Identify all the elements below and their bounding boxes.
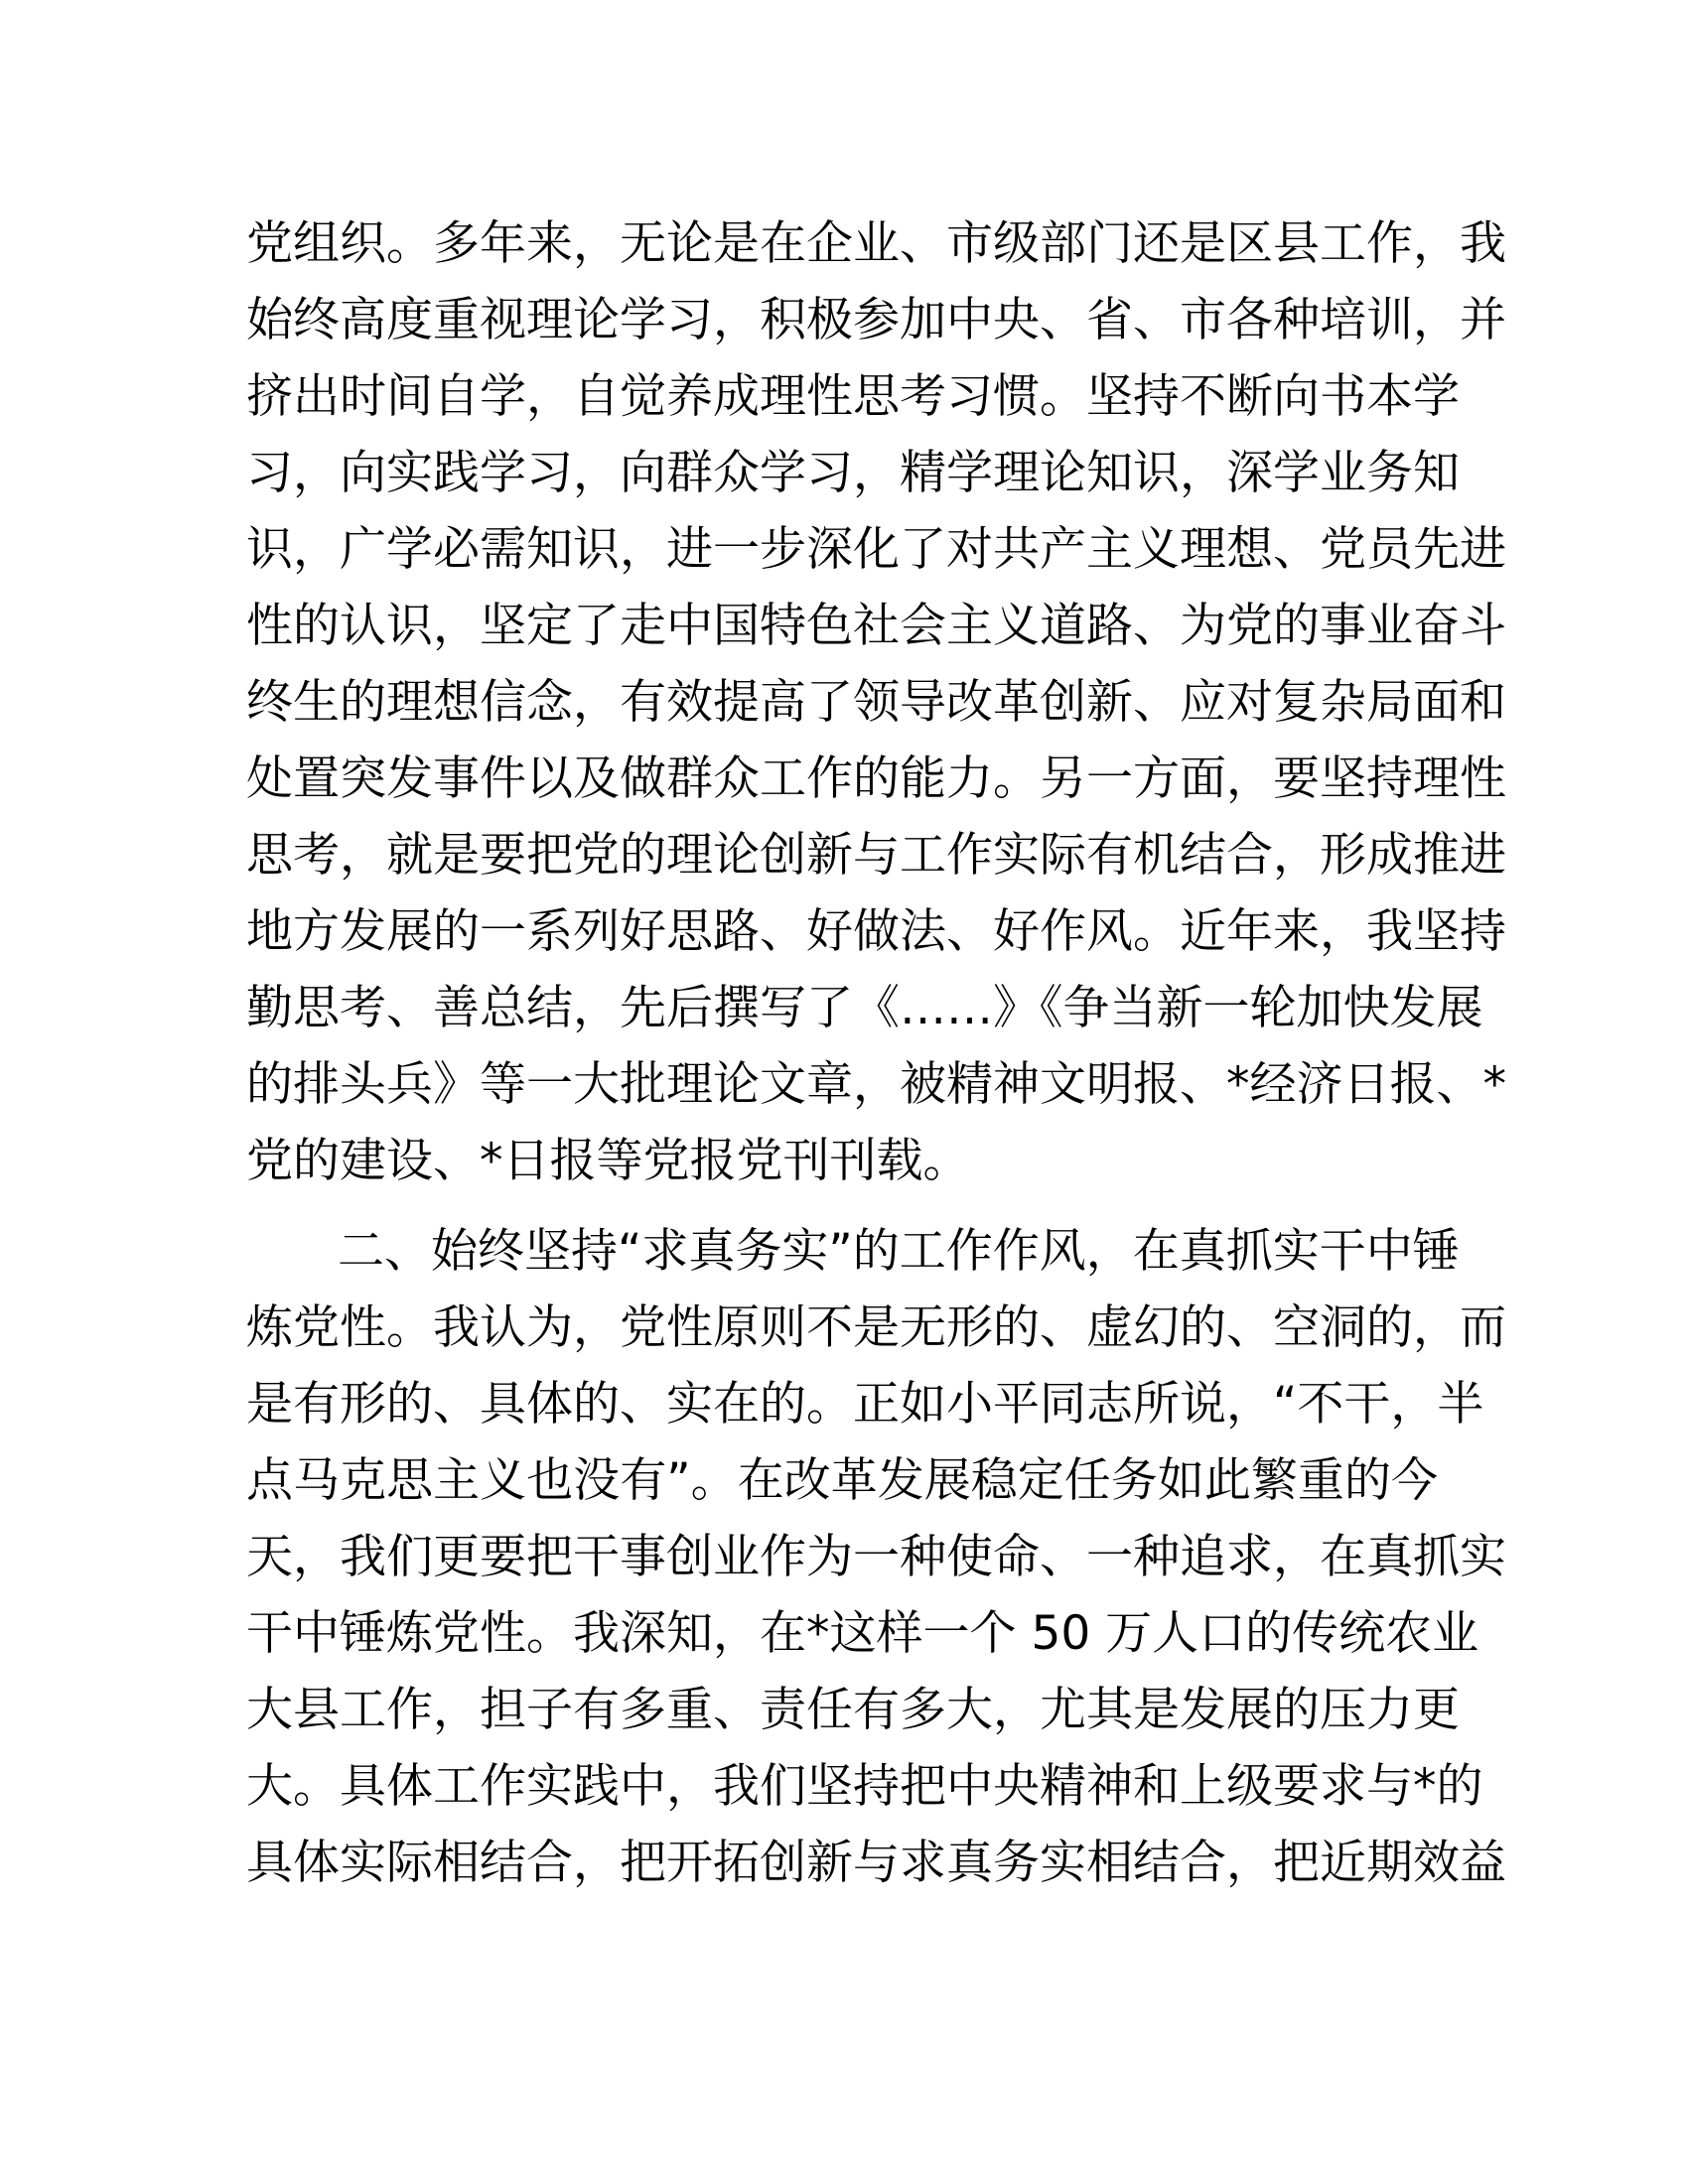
paragraph-2-line: 具体实际相结合，把开拓创新与求真务实相结合，把近期效益 xyxy=(246,1836,1506,1890)
paragraph-1-line: 党的建设、*日报等党报党刊刊载。 xyxy=(246,1134,970,1188)
paragraph-1-line: 性的认识，坚定了走中国特色社会主义道路、为党的事业奋斗 xyxy=(246,599,1506,653)
paragraph-1-line: 勤思考、善总结，先后撰写了《……》《争当新一轮加快发展 xyxy=(246,981,1483,1035)
paragraph-1-line: 的排头兵》等一大批理论文章，被精神文明报、*经济日报、* xyxy=(246,1057,1506,1112)
paragraph-2-line: 是有形的、具体的、实在的。正如小平同志所说，“不干，半 xyxy=(246,1377,1484,1432)
paragraph-1-line: 终生的理想信念，有效提高了领导改革创新、应对复杂局面和 xyxy=(246,675,1506,730)
paragraph-1-line: 思考，就是要把党的理论创新与工作实际有机结合，形成推进 xyxy=(246,828,1506,883)
paragraph-1-line: 党组织。多年来，无论是在企业、市级部门还是区县工作，我 xyxy=(246,216,1506,271)
paragraph-2-line: 天，我们更要把干事创业作为一种使命、一种追求，在真抓实 xyxy=(246,1530,1506,1584)
paragraph-2-line: 干中锤炼党性。我深知，在*这样一个 50 万人口的传统农业 xyxy=(246,1606,1479,1661)
paragraph-2-line: 炼党性。我认为，党性原则不是无形的、虚幻的、空洞的，而 xyxy=(246,1300,1506,1355)
paragraph-1-line: 识，广学必需知识，进一步深化了对共产主义理想、党员先进 xyxy=(246,522,1506,577)
paragraph-1-line: 地方发展的一系列好思路、好做法、好作风。近年来，我坚持 xyxy=(246,904,1506,959)
paragraph-1-line: 始终高度重视理论学习，积极参加中央、省、市各种培训，并 xyxy=(246,293,1506,347)
paragraph-2-line: 二、始终坚持“求真务实”的工作作风，在真抓实干中锤 xyxy=(338,1224,1460,1279)
paragraph-1-line: 习，向实践学习，向群众学习，精学理论知识，深学业务知 xyxy=(246,446,1460,500)
paragraph-2-line: 点马克思主义也没有”。在改革发展稳定任务如此繁重的今 xyxy=(246,1453,1438,1508)
paragraph-1-line: 挤出时间自学，自觉养成理性思考习惯。坚持不断向书本学 xyxy=(246,369,1460,424)
paragraph-1-line: 处置突发事件以及做群众工作的能力。另一方面，要坚持理性 xyxy=(246,751,1506,806)
paragraph-2-line: 大。具体工作实践中，我们坚持把中央精神和上级要求与*的 xyxy=(246,1759,1483,1814)
paragraph-2-line: 大县工作，担子有多重、责任有多大，尤其是发展的压力更 xyxy=(246,1683,1460,1737)
